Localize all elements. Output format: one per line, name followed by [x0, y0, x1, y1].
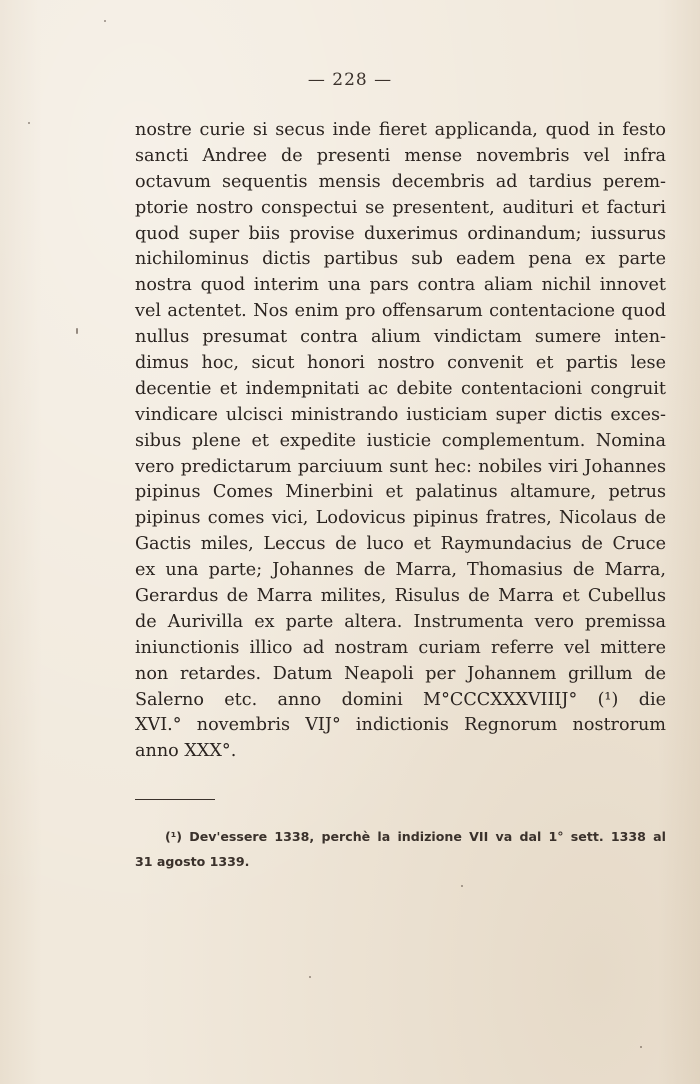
text-line: ptorie nostro conspectui se presentent, audituri et facturi — [135, 197, 666, 218]
text-line: vero predictarum parciuum sunt hec: nobiles viri Johannes — [135, 456, 666, 477]
text-line: XVI.° novembris VIJ° indictionis Regnorum nostrorum — [135, 715, 666, 736]
paper-speck — [76, 328, 78, 334]
text-line: octavum sequentis mensis decembris ad tardius perem- — [135, 171, 666, 192]
text-line: Gactis miles, Leccus de luco et Raymundacius de Cruce — [135, 534, 666, 555]
footnote-line: (¹) Dev'essere 1338, perchè la indizione VII va dal 1° sett. 1338 al — [165, 829, 666, 844]
footnote-line: 31 agosto 1339. — [135, 854, 250, 869]
paper-speck — [28, 122, 30, 124]
text-line: ex una parte; Johannes de Marra, Thomasius de Marra, — [135, 560, 666, 581]
text-line: de Aurivilla ex parte altera. Instrumenta vero premissa — [135, 611, 666, 632]
footnote-separator — [135, 799, 215, 800]
text-line: pipinus Comes Minerbini et palatinus altamure, petrus — [135, 482, 666, 503]
text-line: nostra quod interim una pars contra aliam nichil innovet — [135, 275, 666, 296]
text-line: dimus hoc, sicut honori nostro convenit et partis lese — [135, 353, 666, 374]
text-line: quod super biis provise duxerimus ordinandum; iussurus — [135, 223, 666, 244]
page-number: — 228 — — [307, 70, 393, 90]
text-line: nichilominus dictis partibus sub eadem pena ex parte — [135, 249, 666, 270]
text-line: sibus plene et expedite iusticie complementum. Nomina — [135, 430, 666, 451]
text-line: nostre curie si secus inde fieret applicanda, quod in festo — [135, 120, 666, 140]
body-text — [135, 118, 666, 765]
text-line: anno XXX°. — [135, 741, 237, 762]
paper-speck — [461, 885, 463, 887]
text-line: Salerno etc. anno domini M°CCCXXXVIIIJ° (¹) die — [135, 689, 666, 710]
text-line: vel actentet. Nos enim pro offensarum contentacione quod — [135, 301, 666, 322]
text-line: non retardes. Datum Neapoli per Johannem grillum de — [135, 663, 666, 684]
paper-speck — [640, 1046, 642, 1048]
text-line: nullus presumat contra alium vindictam sumere inten- — [135, 327, 666, 348]
paper-speck — [309, 976, 311, 978]
text-line: decentie et indempnitati ac debite contentacioni congruit — [135, 378, 666, 399]
text-line: sancti Andree de presenti mense novembris vel infra — [135, 145, 666, 166]
text-line: iniunctionis illico ad nostram curiam referre vel mittere — [135, 637, 666, 658]
text-line: pipinus comes vici, Lodovicus pipinus fratres, Nicolaus de — [135, 508, 666, 529]
footnote — [135, 824, 666, 874]
text-line: Gerardus de Marra milites, Risulus de Marra et Cubellus — [135, 586, 666, 607]
paper-speck — [104, 20, 106, 22]
text-line: vindicare ulcisci ministrando iusticiam super dictis exces- — [135, 404, 666, 425]
